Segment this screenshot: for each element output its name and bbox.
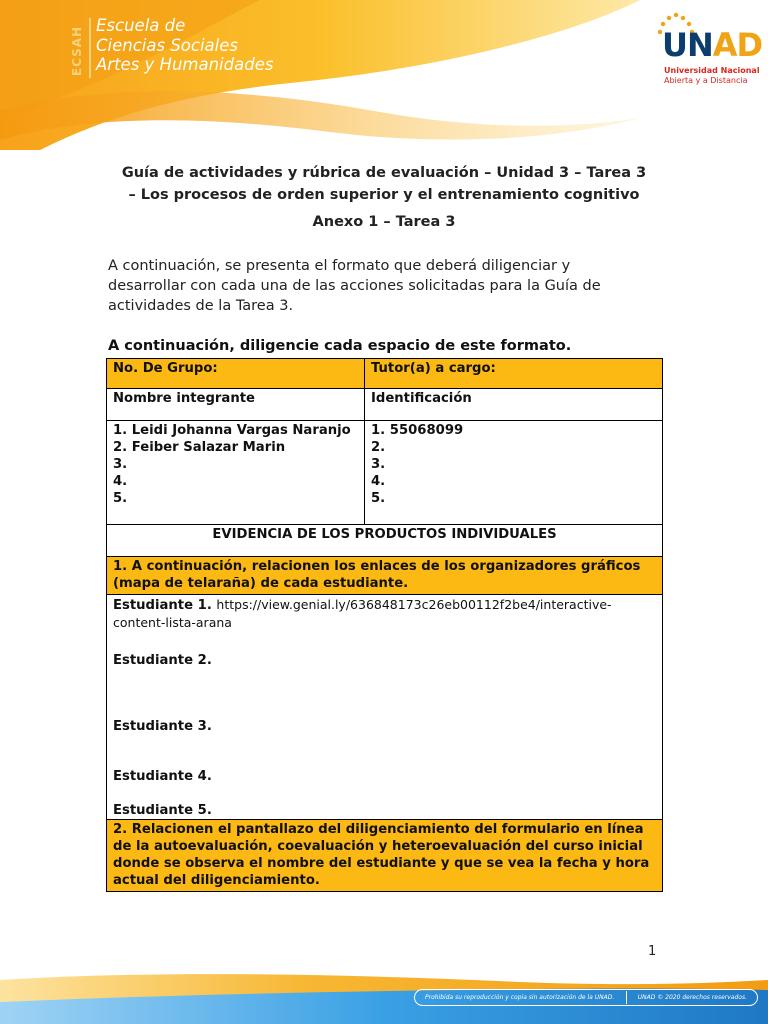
- member-id-2: 2.: [371, 440, 386, 455]
- annex-heading: Anexo 1 – Tarea 3: [312, 214, 456, 230]
- member-name-3: 3.: [113, 457, 128, 472]
- member-id-5: 5.: [371, 491, 386, 506]
- student-link-1[interactable]: https://view.genial.ly/636848173c26eb00112f2be4/interactive-content-lista-arana: [113, 597, 612, 630]
- group-number-cell[interactable]: No. De Grupo:: [107, 359, 365, 389]
- student-entry-2: [113, 652, 656, 718]
- student-links-cell[interactable]: [107, 595, 663, 820]
- title-line-2: – Los procesos de orden superior y el entrenamiento cognitivo: [128, 187, 640, 203]
- question-1: 1. A continuación, relacionen los enlaces de los organizadores gráficos (mapa de telaraña) de cada estudiante.: [107, 557, 663, 595]
- logo-wordmark: UNAD: [662, 26, 763, 64]
- footer-right-text: UNAD © 2020 derechos reservados.: [637, 994, 747, 1001]
- student-entry-1: [113, 596, 656, 652]
- student-label-4: Estudiante 4.: [113, 769, 212, 784]
- document-footer: [0, 960, 768, 1024]
- school-name: [96, 16, 273, 75]
- member-name-1: 1. Leidi Johanna Vargas Naranjo: [113, 423, 351, 438]
- members-list-row: [107, 421, 663, 525]
- header-divider: [89, 18, 91, 78]
- intro-paragraph: A continuación, se presenta el formato que deberá diligenciar y desarrollar con cada una de las acciones solicitadas para la Guía de actividades de la Tarea 3.: [108, 258, 601, 314]
- evidence-header-row: [107, 525, 663, 557]
- instruction-heading: A continuación, diligencie cada espacio de este formato.: [108, 338, 572, 354]
- member-id-header: Identificación: [365, 389, 663, 421]
- student-label-5: Estudiante 5.: [113, 803, 212, 818]
- student-entry-4: [113, 768, 656, 802]
- evidence-header: EVIDENCIA DE LOS PRODUCTOS INDIVIDUALES: [107, 525, 663, 557]
- member-id-3: 3.: [371, 457, 386, 472]
- member-ids-cell[interactable]: [365, 421, 663, 525]
- footer-separator: [626, 991, 627, 1004]
- members-header-row: [107, 389, 663, 421]
- member-id-4: 4.: [371, 474, 386, 489]
- student-entry-5: [113, 802, 656, 819]
- member-name-4: 4.: [113, 474, 128, 489]
- student-links-row: [107, 595, 663, 820]
- question-2-row: [107, 820, 663, 892]
- student-label-3: Estudiante 3.: [113, 719, 212, 734]
- footer-left-text: Prohibida su reproducción y copia sin autorización de la UNAD.: [425, 994, 615, 1001]
- school-name-line-1: Escuela de: [96, 16, 186, 35]
- footer-notice: [414, 989, 758, 1006]
- document-title: [100, 162, 668, 206]
- title-line-1: Guía de actividades y rúbrica de evaluación – Unidad 3 – Tarea 3: [121, 165, 647, 181]
- student-entry-3: [113, 718, 656, 768]
- tutor-cell[interactable]: Tutor(a) a cargo:: [365, 359, 663, 389]
- school-name-line-2: Ciencias Sociales: [96, 35, 238, 55]
- member-name-header: Nombre integrante: [107, 389, 365, 421]
- activity-format-table: [106, 358, 663, 892]
- member-names-cell[interactable]: [107, 421, 365, 525]
- unad-logo: [654, 12, 763, 96]
- group-row: [107, 359, 663, 389]
- student-label-2: Estudiante 2.: [113, 653, 212, 668]
- ecsah-vertical-label: ECSAH: [70, 25, 85, 77]
- school-name-line-3: Artes y Humanidades: [96, 55, 274, 74]
- question-2: 2. Relacionen el pantallazo del diligenciamiento del formulario en línea de la autoevaluación, coevaluación y heteroevaluación del curso inicial donde se observa el nombre del estudiante y que se vea la fecha y hora actual del diligenciamiento.: [107, 820, 663, 892]
- student-label-1: Estudiante 1.: [113, 598, 212, 613]
- member-name-5: 5.: [113, 491, 128, 506]
- question-1-row: [107, 557, 663, 595]
- member-id-1: 1. 55068099: [371, 423, 464, 438]
- page-number: 1: [648, 944, 657, 959]
- logo-subtitle: Universidad Nacional Abierta y a Distancia: [664, 66, 760, 85]
- member-name-2: 2. Feiber Salazar Marin: [113, 440, 286, 455]
- document-header: [0, 0, 768, 150]
